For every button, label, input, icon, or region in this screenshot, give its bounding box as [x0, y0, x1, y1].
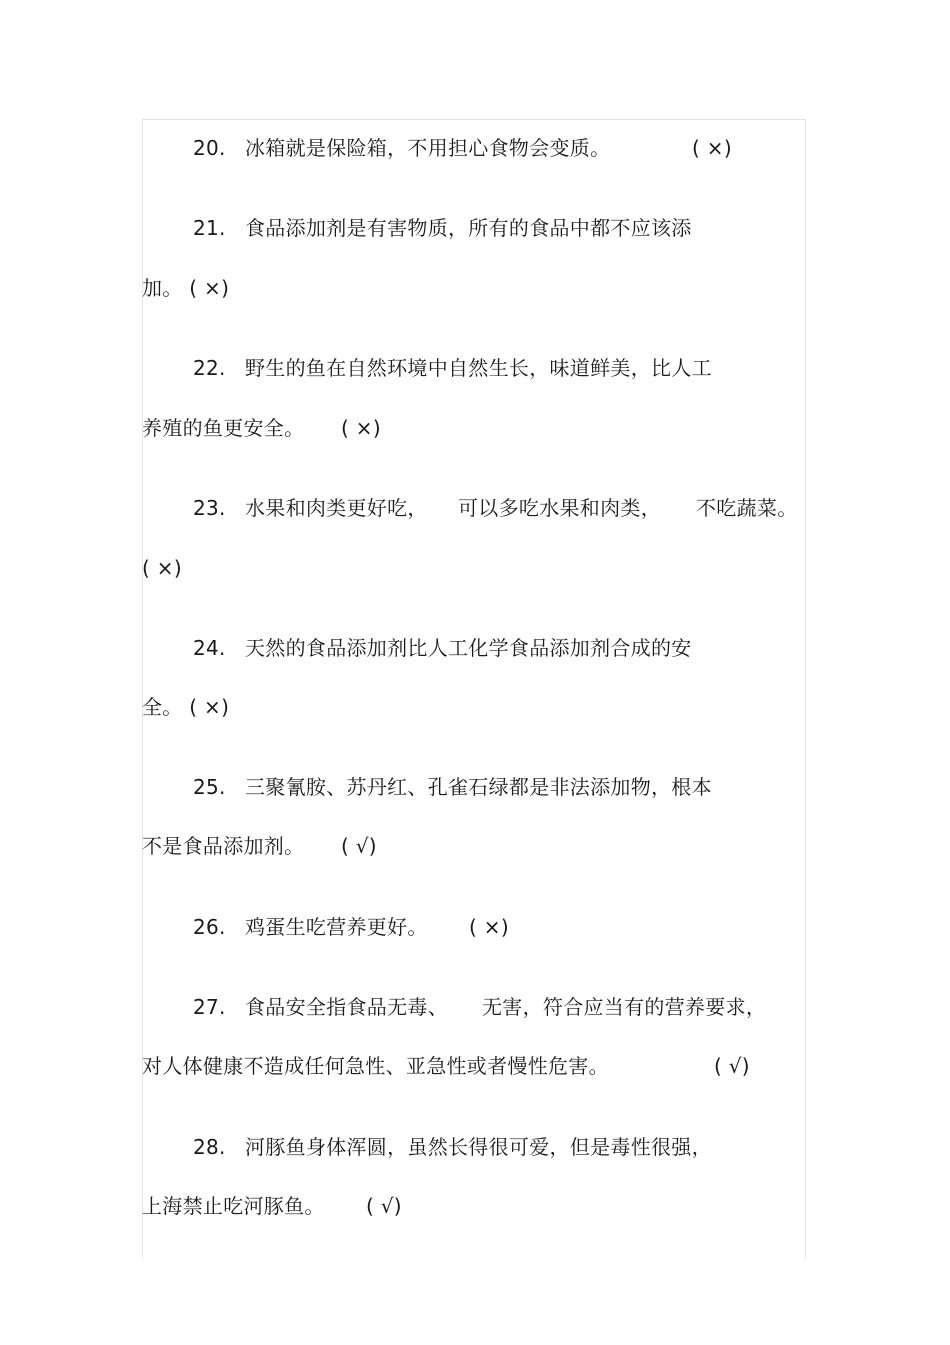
question-number: 28. — [193, 1135, 226, 1159]
question-27-line-2 — [142, 1053, 609, 1079]
question-number: 22. — [193, 356, 226, 380]
question-text: 三聚氰胺、苏丹红、孔雀石绿都是非法添加物，根本 — [245, 775, 712, 799]
question-text-continued: 上海禁止吃河豚鱼。 — [142, 1194, 325, 1218]
question-text: 无害，符合应当有的营养要求， — [482, 995, 767, 1019]
question-23-line-1-part-3 — [696, 495, 798, 521]
question-text: 冰箱就是保险箱，不用担心食物会变质。 — [245, 136, 611, 160]
question-text-continued: 对人体健康不造成任何急性、亚急性或者慢性危害。 — [142, 1054, 609, 1078]
question-26-line-1 — [193, 914, 428, 940]
question-22-answer — [341, 415, 381, 441]
question-27-line-1-part-2 — [482, 994, 766, 1020]
question-25-answer — [341, 833, 377, 859]
question-28-line-1 — [193, 1134, 712, 1160]
question-text: 水果和肉类更好吃， — [245, 496, 428, 520]
question-number: 26. — [193, 915, 226, 939]
answer-mark: ( √) — [714, 1054, 750, 1078]
question-25-line-1 — [193, 774, 712, 800]
question-text-continued: 不是食品添加剂。 — [142, 834, 305, 858]
answer-mark: ( ×) — [142, 556, 182, 580]
question-21-line-1 — [193, 215, 692, 241]
question-number: 23. — [193, 496, 226, 520]
question-26-answer — [469, 914, 509, 940]
question-text-continued: 养殖的鱼更安全。 — [142, 416, 305, 440]
question-28-line-2 — [142, 1193, 325, 1219]
answer-mark: ( √) — [366, 1194, 402, 1218]
answer-mark: ( ×) — [341, 416, 381, 440]
question-text: 天然的食品添加剂比人工化学食品添加剂合成的安 — [245, 636, 692, 660]
answer-mark: ( ×) — [692, 136, 732, 160]
question-24-line-1 — [193, 635, 692, 661]
question-number: 21. — [193, 216, 226, 240]
question-text-continued: 加。 ( ×) — [142, 276, 230, 300]
question-23-line-1 — [193, 495, 428, 521]
question-number: 25. — [193, 775, 226, 799]
question-20-answer — [692, 135, 732, 161]
question-24-line-2 — [142, 694, 229, 720]
question-text: 不吃蔬菜。 — [696, 496, 798, 520]
question-20-line-1 — [193, 135, 610, 161]
question-number: 27. — [193, 995, 226, 1019]
question-text: 野生的鱼在自然环境中自然生长，味道鲜美，比人工 — [245, 356, 712, 380]
answer-mark: ( ×) — [469, 915, 509, 939]
question-number: 24. — [193, 636, 226, 660]
question-text: 食品添加剂是有害物质，所有的食品中都不应该添 — [245, 216, 692, 240]
question-22-line-2 — [142, 415, 304, 441]
question-21-line-2 — [142, 275, 229, 301]
question-25-line-2 — [142, 833, 304, 859]
question-number: 20. — [193, 136, 226, 160]
question-28-answer — [366, 1193, 402, 1219]
question-text: 可以多吃水果和肉类， — [458, 496, 661, 520]
question-text: 河豚鱼身体浑圆，虽然长得很可爱，但是毒性很强， — [245, 1135, 712, 1159]
page-frame — [142, 119, 806, 1259]
answer-mark: ( √) — [341, 834, 377, 858]
question-23-line-1-part-2 — [458, 495, 661, 521]
question-27-answer — [714, 1053, 750, 1079]
question-text: 食品安全指食品无毒、 — [245, 995, 448, 1019]
question-text: 鸡蛋生吃营养更好。 — [245, 915, 428, 939]
question-23-answer — [142, 555, 182, 581]
question-22-line-1 — [193, 355, 712, 381]
question-text-continued: 全。 ( ×) — [142, 695, 230, 719]
question-27-line-1 — [193, 994, 448, 1020]
